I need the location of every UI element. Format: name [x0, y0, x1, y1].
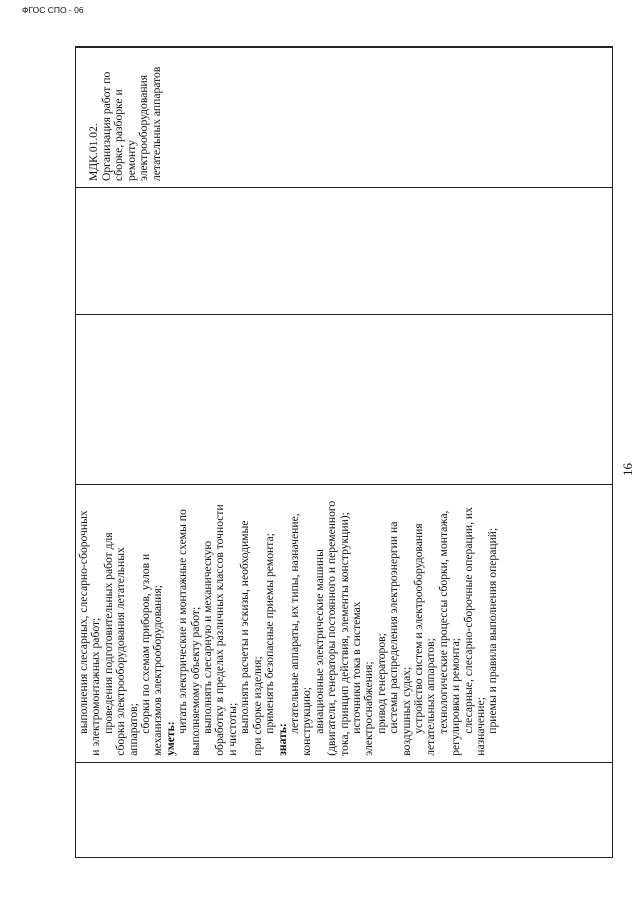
- skills-line: выполнять слесарную и механическую: [201, 540, 215, 734]
- footer-code: ФГОС СПО - 06: [22, 5, 84, 15]
- page-number: 16: [620, 463, 635, 476]
- skills-line: авиационные электрические машины: [312, 549, 326, 734]
- skills-line: технологические процессы сборки, монтажа,: [436, 510, 450, 734]
- mdk-line: МДК.01.02.: [87, 123, 100, 182]
- skills-line: уметь:: [163, 721, 177, 756]
- skills-line: приемы и правила выполнения операций;: [486, 527, 500, 734]
- skills-line: летательных аппаратов;: [424, 638, 438, 756]
- skills-line: электроснабжения;: [362, 661, 376, 756]
- skills-line: знать:: [275, 723, 289, 756]
- skills-line: выполнения слесарных, слесарно-сборочных: [77, 510, 90, 734]
- mdk-column: [76, 47, 612, 187]
- mdk-line: ремонту: [124, 140, 138, 182]
- mdk-line: сборке, разборке и: [112, 89, 126, 182]
- skills-line: обработку в пределах различных классов точности: [213, 504, 227, 756]
- skills-line: устройство систем и электрооборудования: [411, 523, 425, 734]
- skills-line: механизмов электрооборудования;: [151, 584, 165, 756]
- skills-line: сборки по схемам приборов, узлов и: [139, 553, 153, 734]
- hours-column: [76, 314, 612, 483]
- skills-line: и чистоты;: [225, 702, 239, 756]
- skills-line: и электромонтажных работ;: [89, 617, 103, 756]
- skills-line: сборки электрооборудования летательных: [114, 547, 128, 756]
- skills-line: слесарные, слесарно-сборочные операции, их: [461, 507, 475, 734]
- skills-line: конструкцию;: [300, 686, 314, 756]
- skills-line: читать электрические и монтажные схемы по: [176, 509, 190, 734]
- skills-line: привод генераторов;: [374, 633, 388, 734]
- hours-column-2: [76, 187, 612, 314]
- skills-line: (двигатели, генераторы постоянного и переменного: [325, 500, 339, 756]
- skills-line: назначение;: [474, 697, 487, 756]
- mdk-line: электрооборудования: [137, 74, 151, 182]
- skills-column: [76, 484, 612, 762]
- skills-line: при сборке изделия;: [250, 656, 264, 756]
- skills-line: воздушных судах;: [399, 666, 413, 756]
- skills-line: выполняемому объекту работ;: [188, 606, 202, 756]
- competency-table: [75, 46, 613, 858]
- skills-line: регулировки и ремонта;: [449, 638, 463, 756]
- skills-line: проведения подготовительных работ для: [101, 532, 115, 734]
- mdk-line: Организация работ по: [99, 71, 113, 182]
- skills-line: применять безопасные приемы ремонта;: [263, 533, 277, 734]
- skills-line: выполнять расчеты и эскизы, необходимые: [238, 520, 252, 734]
- mdk-line: летательных аппаратов: [149, 66, 163, 182]
- skills-line: системы распределения электроэнергии на: [387, 521, 401, 734]
- skills-line: источники тока в системах: [349, 601, 363, 734]
- skills-line: аппаратов;: [126, 703, 140, 756]
- skills-line: летательные аппараты, их типы, назначение,: [287, 513, 301, 734]
- index-column: [76, 762, 612, 857]
- skills-line: тока, принцип действия, элементы конструкции);: [337, 512, 351, 756]
